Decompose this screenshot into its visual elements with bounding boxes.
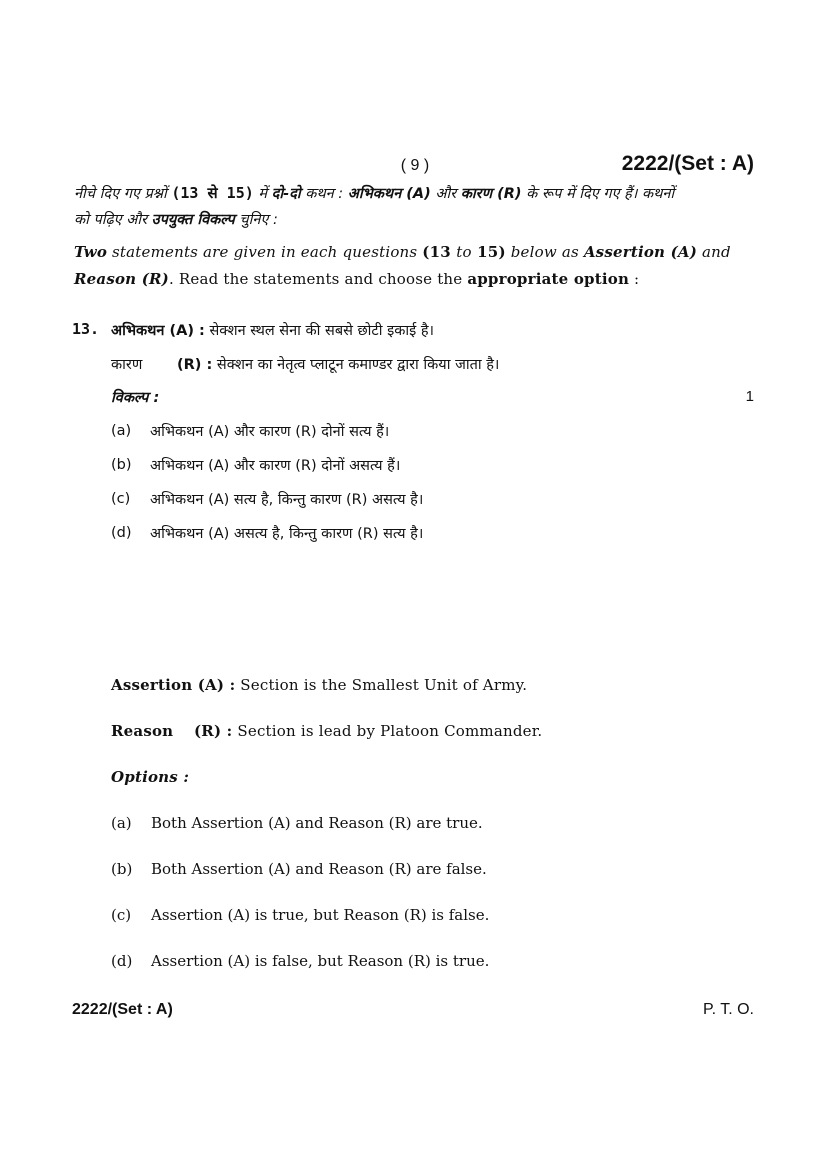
- reason-code-en: (R) :: [194, 722, 233, 740]
- option-label: (d): [111, 525, 132, 541]
- question-number: 13.: [72, 320, 100, 338]
- hindi-assertion: [111, 320, 434, 340]
- two-word: Two: [74, 243, 108, 261]
- assertion-label: अभिकथन (A) :: [111, 323, 205, 339]
- paper-code-footer: 2222/(Set : A): [72, 1001, 173, 1018]
- assertion-label-en: Assertion (A) :: [111, 676, 236, 694]
- reason-text-en: Section is lead by Platoon Commander.: [232, 722, 543, 740]
- text: statements are given in each questions: [107, 243, 423, 261]
- reason-code: (R) :: [177, 357, 213, 373]
- option-text: Assertion (A) is false, but Reason (R) is true.: [151, 952, 490, 970]
- text: :: [629, 270, 640, 288]
- question-range: (13 से 15): [171, 184, 254, 202]
- option-label: (d): [111, 952, 133, 970]
- option-label: (c): [111, 491, 131, 507]
- paper-code-header: 2222/(Set : A): [621, 152, 754, 175]
- text: below as: [505, 243, 584, 261]
- option-label: (a): [111, 814, 132, 832]
- text: चुनिए :: [234, 212, 278, 228]
- option-text: Both Assertion (A) and Reason (R) are false.: [151, 860, 487, 878]
- english-instruction-line-2: [74, 270, 639, 288]
- option-text: अभिकथन (A) सत्य है, किन्तु कारण (R) असत्य है।: [150, 492, 424, 508]
- reason-term-en: Reason (R): [74, 270, 169, 288]
- text: को पढ़िए और: [74, 212, 152, 228]
- hindi-instruction-line-2: [74, 209, 278, 229]
- english-options-label: Options :: [111, 768, 190, 786]
- range-close: 15): [471, 243, 506, 261]
- pto: P. T. O.: [703, 1001, 754, 1018]
- text: and: [697, 243, 731, 261]
- two-two: दो-दो: [271, 186, 301, 202]
- assertion-text-en: Section is the Smallest Unit of Army.: [235, 676, 528, 694]
- reason-label: कारण: [111, 357, 143, 373]
- text: नीचे दिए गए प्रश्नों: [74, 186, 172, 202]
- english-instruction-line-1: [74, 243, 731, 261]
- option-text: Both Assertion (A) and Reason (R) are true.: [151, 814, 483, 832]
- reason-label-en: Reason: [111, 722, 174, 740]
- text: में: [253, 186, 272, 202]
- option-label: (b): [111, 860, 133, 878]
- reason-text: सेक्शन का नेतृत्व प्लाटून कमाण्डर द्वारा किया जाता है।: [212, 357, 500, 373]
- hindi-options-label: विकल्प :: [111, 390, 160, 406]
- option-label: (c): [111, 906, 132, 924]
- text: कथन :: [300, 186, 348, 202]
- option-label: (a): [111, 423, 132, 439]
- option-text: अभिकथन (A) और कारण (R) दोनों सत्य हैं।: [150, 424, 390, 440]
- english-reason: [111, 722, 542, 740]
- assertion-term: अभिकथन (A): [347, 186, 431, 202]
- text: . Read the statements and choose the: [168, 270, 468, 288]
- appropriate-option-en: appropriate option: [467, 270, 630, 288]
- text: और: [430, 186, 461, 202]
- appropriate-option-hindi: उपयुक्त विकल्प: [151, 212, 235, 228]
- marks: 1: [745, 388, 754, 405]
- hindi-reason: [111, 354, 499, 374]
- text: के रूप में दिए गए हैं। कथनों: [521, 186, 675, 202]
- assertion-term-en: Assertion (A): [583, 243, 698, 261]
- option-text: अभिकथन (A) असत्य है, किन्तु कारण (R) सत्य है।: [150, 526, 424, 542]
- range-to: to: [456, 243, 472, 261]
- assertion-text: सेक्शन स्थल सेना की सबसे छोटी इकाई है।: [204, 323, 435, 339]
- reason-term: कारण (R): [460, 186, 522, 202]
- option-text: अभिकथन (A) और कारण (R) दोनों असत्य हैं।: [150, 458, 401, 474]
- option-label: (b): [111, 457, 132, 473]
- page-number: ( 9 ): [400, 157, 430, 174]
- hindi-instruction-line-1: [74, 183, 674, 203]
- english-assertion: [111, 676, 527, 694]
- option-text: Assertion (A) is true, but Reason (R) is false.: [151, 906, 490, 924]
- range-open: (13: [422, 243, 457, 261]
